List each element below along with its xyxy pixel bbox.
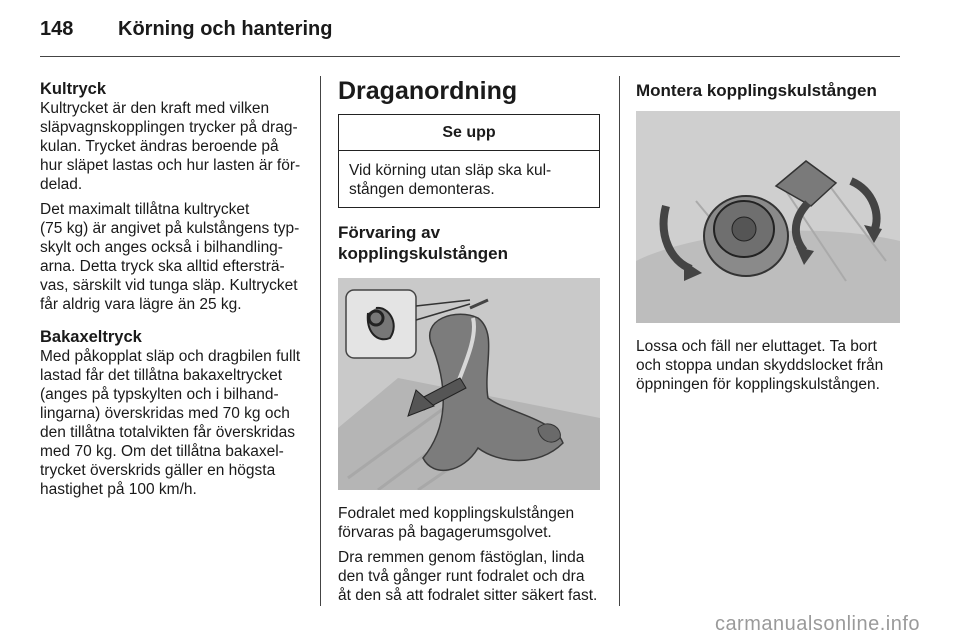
caution-text xyxy=(339,151,599,207)
paragraph-mount xyxy=(636,337,902,394)
paragraph-kultryck-2 xyxy=(40,200,308,314)
column-1 xyxy=(40,80,308,505)
page-header-title: Körning och hantering xyxy=(118,18,333,40)
mount-heading: Montera kopplingskulstången xyxy=(636,81,877,100)
text-line: öppningen för kopplingskulstången. xyxy=(636,376,880,393)
text-line: med 70 kg. Om det tillåtna bakaxel- xyxy=(40,443,284,460)
text-line: (anges på typskylten och i bilhand- xyxy=(40,386,279,403)
text-line: Förvaring av xyxy=(338,223,441,242)
paragraph-storage-2 xyxy=(338,548,602,605)
text-line: den tillåtna totalvikten får överskridas xyxy=(40,424,296,441)
section-title-draganordning: Draganordning xyxy=(338,77,518,105)
text-line: trycket överskrids gäller en högsta xyxy=(40,462,276,479)
text-line: arna. Detta tryck ska alltid eftersträ- xyxy=(40,258,285,275)
text-line: åt den så att fodralet sitter säkert fast. xyxy=(338,587,598,604)
text-line: får aldrig vara lägre än 25 kg. xyxy=(40,296,242,313)
text-line: (75 kg) är angivet på kulstångens typ- xyxy=(40,220,300,237)
section-heading-kultryck: Kultryck xyxy=(40,80,107,98)
paragraph-storage-1 xyxy=(338,504,602,542)
text-line: Vid körning utan släp ska kul- xyxy=(349,162,552,179)
text-line: Dra remmen genom fästöglan, linda xyxy=(338,549,585,566)
paragraph-kultryck-1 xyxy=(40,99,308,194)
caution-box xyxy=(338,114,600,208)
text-line: den två gånger runt fodralet och dra xyxy=(338,568,585,585)
caution-heading: Se upp xyxy=(339,115,599,151)
text-line: Fodralet med kopplingskulstången xyxy=(338,505,575,522)
text-line: hastighet på 100 km/h. xyxy=(40,481,197,498)
text-line: Det maximalt tillåtna kultrycket xyxy=(40,201,250,218)
text-line: förvaras på bagagerumsgolvet. xyxy=(338,524,552,541)
page-number: 148 xyxy=(40,18,74,40)
text-line: lastad får det tillåtna bakaxeltrycket xyxy=(40,367,283,384)
text-line: lingarna) överskridas med 70 kg och xyxy=(40,405,290,422)
text-line: vas, särskilt vid tunga släp. Kultrycket xyxy=(40,277,298,294)
text-line: släpvagnskopplingen trycker på drag- xyxy=(40,119,298,136)
text-line: Med påkopplat släp och dragbilen fullt xyxy=(40,348,301,365)
column-divider-2 xyxy=(619,76,620,606)
text-line: Lossa och fäll ner eluttaget. Ta bort xyxy=(636,338,877,355)
text-line: stången demonteras. xyxy=(349,181,495,198)
text-line: hur släpet lastas och hur lasten är för- xyxy=(40,157,301,174)
text-line: och stoppa undan skyddslocket från xyxy=(636,357,884,374)
column-3 xyxy=(636,80,902,400)
header-divider xyxy=(40,56,900,57)
tow-bar-bag-illustration xyxy=(338,278,600,490)
section-heading-bakaxeltryck: Bakaxeltryck xyxy=(40,328,142,346)
text-line: skylt och anges också i bilhandling- xyxy=(40,239,283,256)
paragraph-bakaxeltryck xyxy=(40,347,308,499)
text-line: Kultrycket är den kraft med vilken xyxy=(40,100,270,117)
column-2 xyxy=(338,76,602,611)
storage-heading xyxy=(338,222,602,264)
text-line: delad. xyxy=(40,176,83,193)
text-line: kopplingskulstången xyxy=(338,244,509,263)
text-line: kulan. Trycket ändras beroende på xyxy=(40,138,279,155)
watermark: carmanualsonline.info xyxy=(714,613,920,635)
socket-fold-illustration xyxy=(636,111,900,323)
column-divider-1 xyxy=(320,76,321,606)
